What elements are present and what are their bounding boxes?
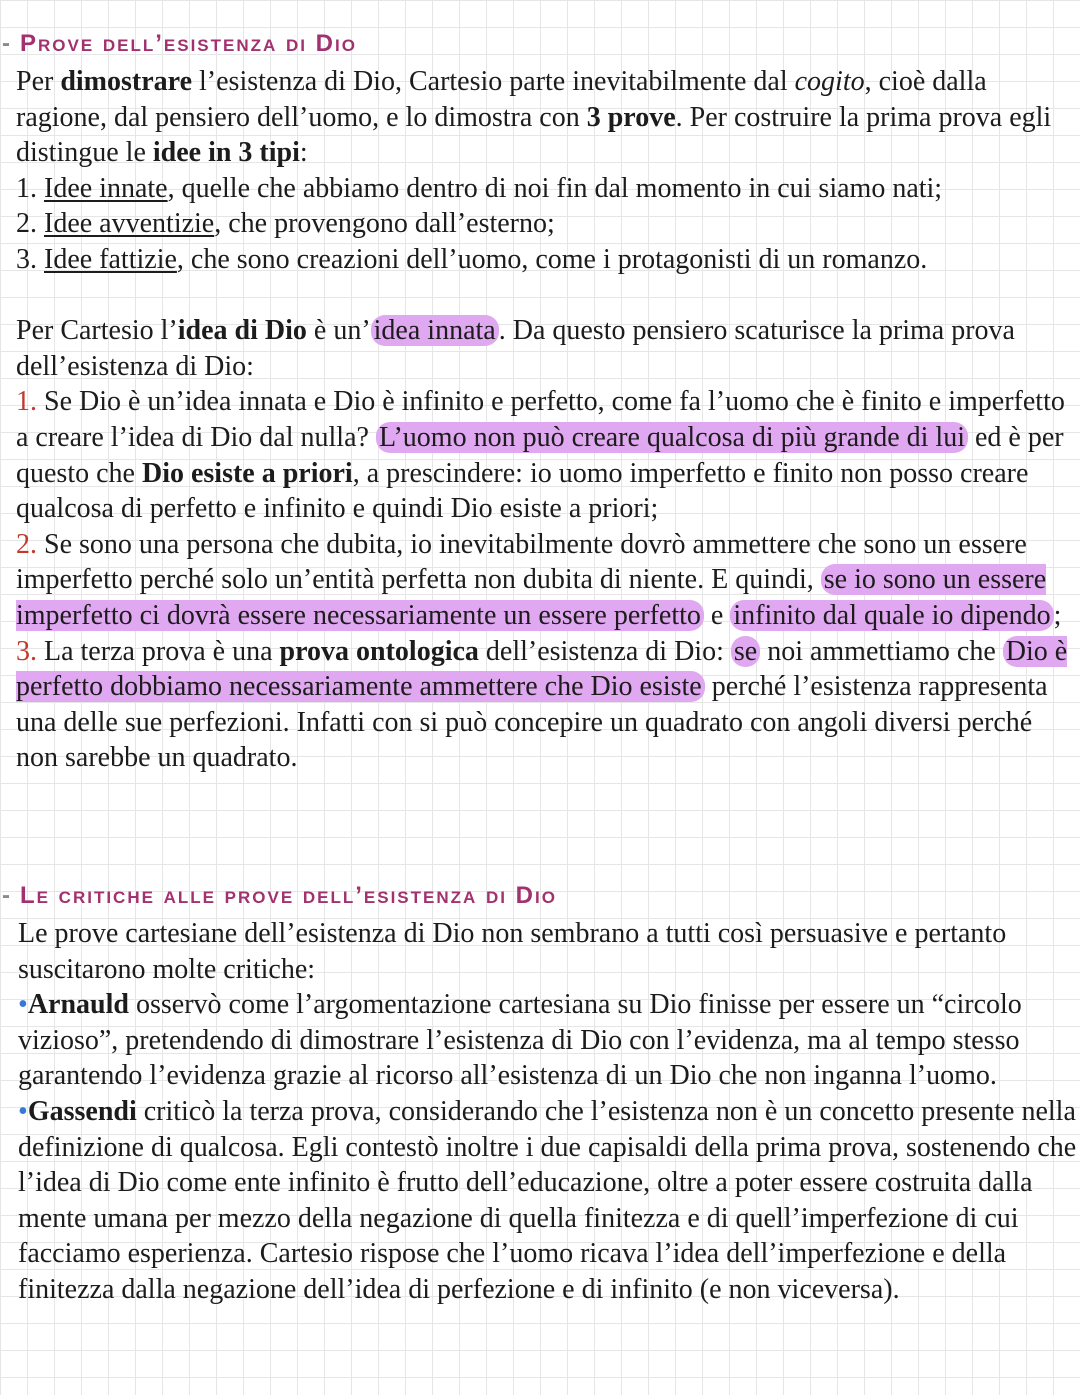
proof-2: 2. Se sono una persona che dubita, io inevitabilmente dovrò ammettere che sono un essere imperfetto perché solo un’entità perfetta non dubita di niente. E quindi, se io sono un essere imperfetto ci dovrà essere necessariamente un essere perfetto e infinito dal quale io dipendo ; — [16, 528, 1062, 631]
section-body-critiche — [18, 916, 1078, 1308]
bullet-icon: • — [18, 1095, 28, 1127]
idea-di-dio-paragraph: Per Cartesio l’idea di Dio è un’ idea innata . Da questo pensiero scaturisce la prima prova dell’esistenza di Dio: — [16, 315, 1015, 382]
intro-paragraph: Per dimostrare l’esistenza di Dio, Cartesio parte inevitabilmente dal cogito, cioè dalla ragione, dal pensiero dell’uomo, e lo dimostra con 3 prove. Per costruire la prima prova egli distingue le idee in 3 tipi: — [16, 66, 1052, 169]
highlight: L’uomo non può creare qualcosa di più grande di lui — [376, 422, 968, 453]
highlight: infinito dal quale io dipendo — [730, 600, 1053, 631]
heading-text: Le critiche alle prove dell’esistenza di Dio — [20, 882, 557, 909]
section-heading-prove — [2, 30, 357, 58]
idea-type-item: 2. Idee avventizie, che provengono dall’esterno; — [16, 208, 555, 240]
highlight: se io sono un essere imperfetto ci dovrà essere necessariamente un essere perfetto — [16, 564, 1047, 631]
highlight: Dio è perfetto dobbiamo necessariamente ammettere che Dio esiste — [16, 635, 1068, 703]
idea-type-item: 1. Idee innate, quelle che abbiamo dentro di noi fin dal momento in cui siamo nati; — [16, 172, 943, 204]
bullet-icon: • — [18, 989, 28, 1021]
paragraph-gap — [16, 278, 1076, 314]
proof-3: 3. La terza prova è una prova ontologica dell’esistenza di Dio: se noi ammettiamo che Dio è perfetto dobbiamo necessariamente ammettere che Dio esiste perché l’esistenza rappresenta una delle sue perfezioni. Infatti con si può concepire un quadrato con angoli diversi perché non sarebbe un quadrato. — [16, 635, 1068, 774]
section-body-prove — [16, 64, 1076, 776]
idea-type-item: 3. Idee fattizie, che sono creazioni dell’uomo, come i protagonisti di un romanzo. — [16, 243, 928, 275]
highlight: se — [731, 636, 760, 667]
critiche-intro: Le prove cartesiane dell’esistenza di Dio non sembrano a tutti così persuasive e pertanto suscitarono molte critiche: — [18, 918, 1007, 985]
highlight: idea innata — [371, 315, 499, 346]
proof-1: 1. Se Dio è un’idea innata e Dio è infinito e perfetto, come fa l’uomo che è finito e imperfetto a creare l’idea di Dio dal nulla? L’uomo non può creare qualcosa di più grande di lui ed è per questo che Dio esiste a priori, a prescindere: io uomo imperfetto e finito non posso creare qualcosa di perfetto e infinito e quindi Dio esiste a priori; — [16, 386, 1065, 525]
heading-dash: - — [2, 30, 12, 57]
heading-dash: - — [2, 882, 12, 909]
critique-arnauld: •Arnauld osservò come l’argomentazione cartesiana su Dio finisse per essere un “circolo vizioso”, pretendendo di dimostrare l’esistenza di Dio con l’evidenza, ma al tempo stesso garantendo l’evidenza grazie al ricorso all’esistenza di un Dio che non inganna l’uomo. — [18, 989, 1022, 1092]
critique-gassendi: •Gassendi criticò la terza prova, considerando che l’esistenza non è un concetto presente nella definizione di qualcosa. Egli contestò inoltre i due capisaldi della prima prova, sostenendo che l’idea di Dio come ente infinito è frutto dell’educazione, oltre a poter essere costruita dalla mente umana per mezzo della negazione di quella finitezza e di quell’imperfezione di cui facciamo esperienza. Cartesio rispose che l’uomo ricava l’idea dell’imperfezione e della finitezza dalla negazione dell’idea di perfezione e di infinito (e non viceversa). — [18, 1095, 1077, 1305]
section-heading-critiche — [2, 882, 557, 910]
heading-text: Prove dell’esistenza di Dio — [20, 30, 357, 57]
